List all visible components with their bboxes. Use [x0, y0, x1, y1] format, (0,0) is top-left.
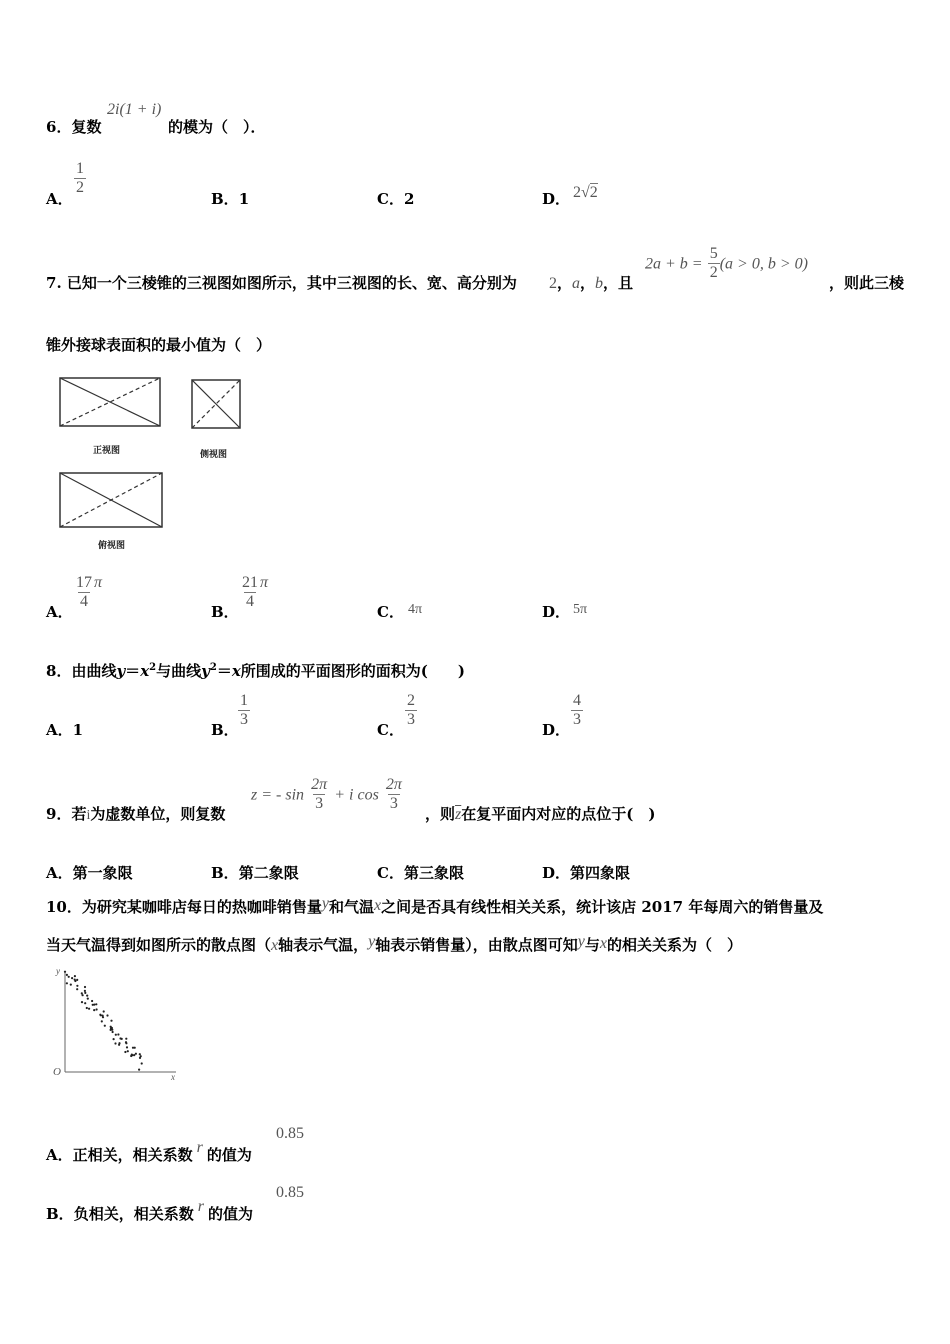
scatter-point — [76, 988, 78, 990]
q6-option-b-letter: B． — [211, 190, 239, 208]
q10-option-b-text2: 的值为 — [207, 1205, 253, 1223]
q7-equation — [645, 245, 808, 283]
top-view — [60, 473, 162, 527]
q10-text-a: ．为研究某咖啡店每日的热咖啡销售量 — [66, 898, 322, 916]
scatter-point — [117, 1033, 119, 1035]
scatter-point — [118, 1044, 120, 1046]
q6-option-a-value — [74, 160, 86, 198]
q9-option-d-value: 第四象限 — [570, 864, 631, 882]
q7-three-views-figure — [55, 373, 255, 558]
scatter-point — [113, 1038, 115, 1040]
scatter-point — [84, 992, 86, 994]
q7-v3: b — [595, 275, 604, 292]
q8-c1b: ＝ — [125, 662, 141, 680]
q8-text-a: ．由曲线 — [56, 662, 117, 680]
q6-stem — [46, 116, 101, 137]
scatter-point — [127, 1050, 129, 1052]
q6-expression: 2i(1 + i) — [107, 101, 162, 118]
scatter-point — [86, 995, 88, 997]
q9-z-eq: z = - sin — [251, 786, 305, 804]
q10-option-b-r: r — [197, 1198, 204, 1215]
scatter-point — [104, 1025, 106, 1027]
frac-den: 3 — [407, 711, 415, 729]
front-view — [60, 378, 160, 426]
q10-number: 10 — [46, 898, 67, 916]
q10-x: x — [374, 897, 382, 914]
q8-c2a: y — [201, 662, 210, 680]
frac-den: 3 — [573, 711, 581, 729]
scatter-point — [135, 1053, 137, 1055]
q6-text-a: ．复数 — [56, 118, 102, 136]
q10-scatter-plot — [48, 966, 188, 1086]
q9-option-c-value: 第三象限 — [403, 864, 464, 882]
scatter-point — [126, 1046, 128, 1048]
q10-option-a-letter: A． — [46, 1146, 73, 1164]
q8-option-b-letter: B． — [211, 721, 239, 739]
pi-symbol: π — [94, 574, 103, 591]
frac-num: 2π — [385, 776, 402, 793]
q7-v1: 2 — [549, 275, 557, 292]
q9-text-c: ，则 — [425, 805, 456, 823]
scatter-point — [81, 1001, 83, 1003]
q10-y3: y — [577, 933, 585, 950]
scatter-point — [91, 1000, 93, 1002]
q8-option-a-value: 1 — [72, 721, 84, 739]
q6-option-a-letter: A． — [46, 190, 73, 208]
q6-option-c-value: 2 — [403, 190, 415, 208]
q9-option-a-letter: A． — [46, 864, 73, 882]
q7-stem-line1 — [46, 272, 517, 293]
scatter-point — [74, 980, 76, 982]
q9-option-b-letter: B． — [211, 864, 239, 882]
scatter-point — [110, 1027, 112, 1029]
q9-option-d — [542, 862, 630, 883]
q7-option-d-letter: D． — [542, 603, 571, 621]
q10-x2: x — [271, 937, 279, 954]
q6-option-c-letter: C． — [377, 190, 404, 208]
frac-num: 2π — [311, 776, 328, 793]
frac-num: 4 — [573, 692, 581, 709]
q7-option-d-value: 5π — [573, 602, 588, 617]
q6-text-b: 的模为（ ）． — [168, 118, 266, 136]
q9-i: i — [86, 808, 91, 823]
q9-z-expression — [251, 776, 404, 814]
q7-text-b: ，且 — [603, 274, 634, 292]
q6-option-c — [377, 188, 414, 209]
q9-option-b — [211, 862, 299, 883]
q6-number: 6 — [46, 118, 57, 136]
scatter-point — [115, 1034, 117, 1036]
q8-option-a-letter: A． — [46, 721, 73, 739]
q7-option-c-letter: C． — [377, 603, 404, 621]
q10-option-a-text2: 的值为 — [206, 1146, 252, 1164]
q7-option-a-value — [74, 574, 102, 612]
radical-sign-icon: √ — [581, 184, 590, 201]
q10-option-a-value: 0.85 — [276, 1125, 304, 1142]
scatter-point — [139, 1057, 141, 1059]
scatter-point — [66, 982, 68, 984]
q10-option-b-letter: B． — [46, 1205, 74, 1223]
scatter-point — [106, 1014, 108, 1016]
frac-num: 1 — [240, 692, 248, 709]
q8-c1sup: 2 — [149, 662, 157, 673]
q10-option-b-value: 0.85 — [276, 1184, 304, 1201]
scatter-point — [119, 1037, 121, 1039]
top-view-label: 俯视图 — [98, 541, 126, 551]
q7-eq-left: 2a + b = — [645, 255, 703, 273]
scatter-point — [131, 1054, 133, 1056]
scatter-point — [74, 975, 76, 977]
frac-den: 3 — [315, 795, 324, 813]
radical-coef: 2 — [573, 184, 581, 201]
q10-option-b — [46, 1198, 253, 1224]
q10-line2-e: 的相关关系为（ ） — [607, 936, 743, 954]
front-view-label: 正视图 — [93, 446, 121, 456]
scatter-point — [101, 1020, 103, 1022]
q9-stem-a — [46, 803, 225, 824]
q8-c2b: ＝ — [216, 662, 232, 680]
q10-text-b: 和气温 — [329, 898, 375, 916]
q9-text-d: 在复平面内对应的点位于( ) — [461, 805, 656, 823]
scatter-point — [71, 977, 73, 979]
q10-option-a-text: 正相关，相关系数 — [72, 1146, 193, 1164]
q8-option-d-value — [571, 692, 583, 730]
q10-y: y — [321, 895, 329, 912]
q8-option-a — [46, 719, 83, 740]
frac-den: 3 — [389, 795, 398, 813]
q8-c1a: y — [116, 662, 126, 680]
axis-x-label: x — [171, 1072, 175, 1082]
q7-option-a-letter: A． — [46, 603, 73, 621]
q10-option-a — [46, 1139, 252, 1165]
q8-c2sup: 2 — [209, 662, 217, 673]
frac-num: 1 — [76, 160, 84, 177]
q10-stem-line1 — [46, 895, 823, 917]
scatter-point — [102, 1015, 104, 1017]
q10-option-b-text: 负相关，相关系数 — [73, 1205, 194, 1223]
q7-stem-line2: 锥外接球表面积的最小值为（ ） — [46, 336, 272, 354]
q8-number: 8 — [46, 662, 57, 680]
q7-eq-cond: (a > 0, b > 0) — [719, 255, 808, 273]
q8-c2c: x — [231, 662, 241, 680]
scatter-point — [103, 1010, 105, 1012]
scatter-point — [125, 1042, 127, 1044]
q10-line2-d: 与 — [584, 936, 600, 954]
scatter-point — [93, 1009, 95, 1011]
scatter-point — [138, 1069, 140, 1071]
frac-den: 4 — [80, 593, 88, 611]
scatter-point — [110, 1020, 112, 1022]
scatter-point — [68, 976, 70, 978]
scatter-point — [76, 985, 78, 987]
q7-option-b-letter: B． — [211, 603, 239, 621]
q8-text-b: 所围成的平面图形的面积为( ) — [240, 662, 465, 680]
q10-stem-line2 — [46, 933, 742, 955]
scatter-point — [64, 971, 66, 973]
scatter-points — [64, 971, 143, 1071]
side-view — [192, 380, 240, 428]
scatter-point — [112, 1031, 114, 1033]
scatter-point — [66, 974, 68, 976]
scatter-point — [125, 1038, 127, 1040]
scatter-point — [95, 1003, 97, 1005]
axis-y-label: y — [56, 966, 60, 976]
q7-number: 7 — [46, 274, 57, 292]
scatter-point — [86, 1007, 88, 1009]
frac-den: 3 — [240, 711, 248, 729]
q10-option-a-r: r — [196, 1139, 203, 1156]
q8-option-c-value — [405, 692, 417, 730]
q10-line2-c: 轴表示销售量），由散点图可知 — [375, 936, 578, 954]
radicand: 2 — [589, 184, 598, 201]
scatter-point — [124, 1051, 126, 1053]
axis-origin-label: O — [53, 1066, 61, 1078]
q8-stem — [46, 660, 465, 681]
q6-option-b-value: 1 — [238, 190, 250, 208]
scatter-point — [84, 986, 86, 988]
q9-plus: + i cos — [334, 786, 379, 804]
q8-c1c: x — [140, 662, 150, 680]
scatter-point — [114, 1042, 116, 1044]
q6-option-d-value — [573, 184, 598, 202]
q10-x3: x — [599, 935, 607, 952]
q9-option-d-letter: D． — [542, 864, 571, 882]
q8-option-b-value — [238, 692, 250, 730]
q9-option-b-value: 第二象限 — [238, 864, 299, 882]
scatter-point — [132, 1047, 134, 1049]
q10-y2: y — [368, 933, 376, 950]
scatter-point — [70, 984, 72, 986]
q7-option-c-value: 4π — [408, 602, 423, 617]
q9-option-a-value: 第一象限 — [72, 864, 133, 882]
scatter-point — [92, 1004, 94, 1006]
q7-eq-num: 5 — [709, 245, 718, 262]
frac-num: 21 — [242, 574, 258, 591]
scatter-point — [87, 998, 89, 1000]
q6-option-b — [211, 188, 249, 209]
q9-number: 9 — [46, 805, 57, 823]
q7-sep2: ， — [580, 274, 596, 292]
q7-eq-den: 2 — [709, 264, 718, 282]
frac-den: 2 — [76, 179, 84, 197]
q8-option-c-letter: C． — [377, 721, 404, 739]
frac-num: 17 — [76, 574, 92, 591]
pi-symbol: π — [260, 574, 269, 591]
q9-option-c — [377, 862, 464, 883]
q7-dimension-values — [549, 272, 633, 293]
q7-option-b-value — [240, 574, 268, 612]
scatter-point — [96, 1008, 98, 1010]
q9-stem-c — [425, 803, 655, 824]
q7-text-a: . 已知一个三棱锥的三视图如图所示，其中三视图的长、宽、高分别为 — [56, 274, 517, 292]
q8-mid: 与曲线 — [156, 662, 202, 680]
q9-option-a — [46, 862, 133, 883]
q8-option-d-letter: D． — [542, 721, 571, 739]
q10-line2-b: 轴表示气温， — [278, 936, 369, 954]
scatter-point — [100, 1014, 102, 1016]
q7-text-c: ，则此三棱 — [829, 274, 905, 292]
scatter-point — [139, 1053, 141, 1055]
q9-text-b: 为虚数单位，则复数 — [90, 805, 226, 823]
q10-line2-a: 当天气温得到如图所示的散点图（ — [46, 936, 272, 954]
scatter-point — [84, 1002, 86, 1004]
frac-den: 4 — [246, 593, 254, 611]
scatter-point — [81, 992, 83, 994]
q7-sep1: ， — [557, 274, 573, 292]
scatter-point — [141, 1062, 143, 1064]
q7-v2: a — [572, 275, 581, 292]
q6-option-d-letter: D． — [542, 190, 571, 208]
scatter-point — [88, 1008, 90, 1010]
scatter-point — [133, 1054, 135, 1056]
q9-text-a: ．若 — [56, 805, 87, 823]
scatter-point — [84, 990, 86, 992]
q10-text-c: 之间是否具有线性相关关系，统计该店 2017 年每周六的销售量及 — [381, 898, 824, 916]
side-view-label: 侧视图 — [200, 450, 228, 460]
frac-num: 2 — [407, 692, 415, 709]
q9-zbar: $\overline{z}$ — [455, 806, 462, 823]
q9-option-c-letter: C． — [377, 864, 404, 882]
